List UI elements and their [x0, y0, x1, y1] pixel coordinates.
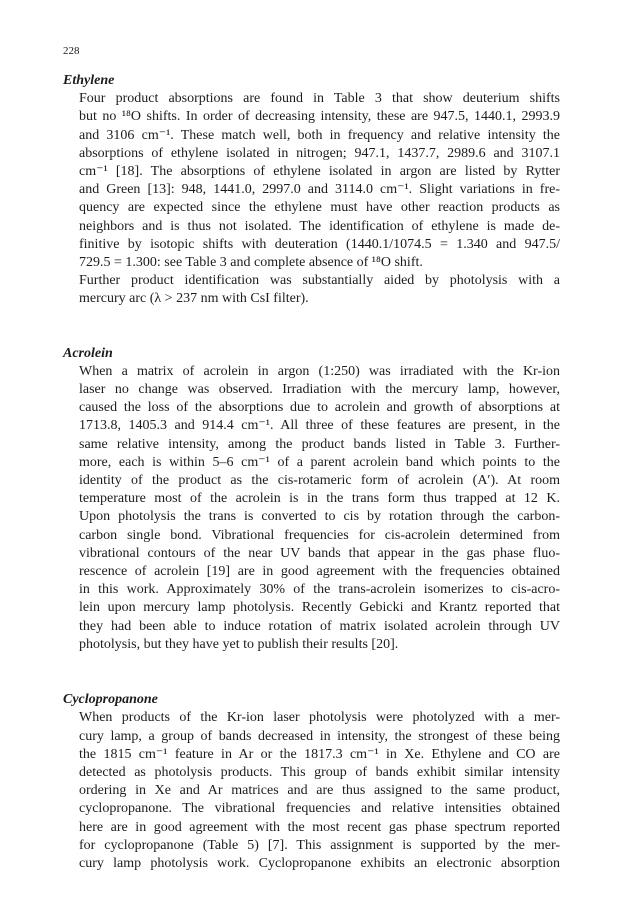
text-line: the 1815 cm⁻¹ feature in Ar or the 1817.3 cm⁻¹ in Xe. Ethylene and CO are [79, 746, 560, 762]
text-line: caused the loss of the absorptions due to acrolein and growth of absorptions at [79, 400, 560, 416]
page-body [63, 72, 560, 873]
text-line: Further product identification was substantially aided by photolysis with a [79, 273, 560, 289]
paragraph [63, 363, 560, 654]
text-line: When a matrix of acrolein in argon (1:250) was irradiated with the Kr-ion [79, 363, 560, 379]
text-line: Four product absorptions are found in Table 3 that show deuterium shifts [79, 91, 560, 107]
text-line: lein upon mercury lamp photolysis. Recently Gebicki and Krantz reported that [79, 600, 560, 616]
text-line: vibrational contours of the near UV bands that appear in the gas phase fluo- [79, 545, 560, 561]
section-heading: Cyclopropanone [63, 692, 158, 708]
text-line: for cyclopropanone (Table 5) [7]. This assignment is supported by the mer- [79, 837, 560, 853]
text-line: cyclopropanone. The vibrational frequencies and relative intensities obtained [79, 801, 560, 817]
text-line: but no ¹⁸O shifts. In order of decreasing intensity, these are 947.5, 1440.1, 2993.9 [79, 109, 560, 125]
text-line: cury lamp photolysis work. Cyclopropanone exhibits an electronic absorption [79, 855, 560, 871]
text-line: carbon single bond. Vibrational frequencies for cis-acrolein determined from [79, 527, 560, 543]
text-line: quency are expected since the ethylene must have other reaction products as [79, 200, 560, 216]
text-line: temperature most of the acrolein is in the trans form thus trapped at 12 K. [79, 491, 560, 507]
text-line: ordering in Xe and Ar matrices and are thus assigned to the same product, [79, 783, 560, 799]
section-heading: Ethylene [63, 73, 115, 88]
paragraph [63, 709, 560, 873]
text-line: cury lamp, a group of bands decreased in intensity, the strongest of these being [79, 728, 560, 744]
page-number: 228 [63, 45, 80, 57]
text-line: identity of the product as the cis-rotameric form of acrolein (A′). At room [79, 473, 560, 489]
paragraph [63, 272, 560, 308]
text-line: Upon photolysis the trans is converted to cis by rotation through the carbon- [79, 509, 560, 525]
section-cyclopropanone [63, 691, 560, 873]
text-line: cm⁻¹ [18]. The absorptions of ethylene isolated in argon are listed by Rytter [79, 164, 560, 180]
text-line: and 3106 cm⁻¹. These match well, both in frequency and relative intensity the [79, 127, 560, 143]
text-line: finitive by isotopic shifts with deuteration (1440.1/1074.5 = 1.340 and 947.5/ [79, 236, 560, 252]
text-line: they had been able to induce rotation of matrix isolated acrolein through UV [79, 618, 560, 634]
text-line: in this work. Approximately 30% of the trans-acrolein isomerizes to cis-acro- [79, 582, 560, 598]
text-line: rescence of acrolein [19] are in good agreement with the frequencies obtained [79, 564, 560, 580]
text-line: detected as photolysis products. This group of bands exhibit similar intensity [79, 764, 560, 780]
text-line: 1713.8, 1405.3 and 914.4 cm⁻¹. All three of these features are present, in the [79, 418, 560, 434]
text-line: and Green [13]: 948, 1441.0, 2997.0 and 3114.0 cm⁻¹. Slight variations in fre- [79, 182, 560, 198]
text-line: laser no change was observed. Irradiation with the mercury lamp, however, [79, 382, 560, 398]
text-line: When products of the Kr-ion laser photolysis were photolyzed with a mer- [79, 710, 560, 726]
section-heading: Acrolein [63, 345, 113, 361]
paragraph [63, 90, 560, 272]
section-spacer [63, 309, 560, 345]
text-line: photolysis, but they have yet to publish their results [20]. [79, 636, 399, 652]
section-acrolein [63, 345, 560, 654]
text-line: more, each is within 5–6 cm⁻¹ of a parent acrolein band which points to the [79, 454, 560, 470]
text-line: mercury arc (λ > 237 nm with CsI filter). [79, 291, 309, 307]
text-line: same relative intensity, among the product bands listed in Table 3. Further- [79, 436, 560, 452]
text-line: 729.5 = 1.300: see Table 3 and complete absence of ¹⁸O shift. [79, 255, 423, 271]
section-spacer [63, 654, 560, 691]
text-line: neighbors and is thus not isolated. The identification of ethylene is made de- [79, 218, 560, 234]
text-line: here are in good agreement with the most recent gas phase spectrum reported [79, 819, 560, 835]
text-line: absorptions of ethylene isolated in nitrogen; 947.1, 1437.7, 2989.6 and 3107.1 [79, 145, 560, 161]
section-ethylene [63, 72, 560, 309]
